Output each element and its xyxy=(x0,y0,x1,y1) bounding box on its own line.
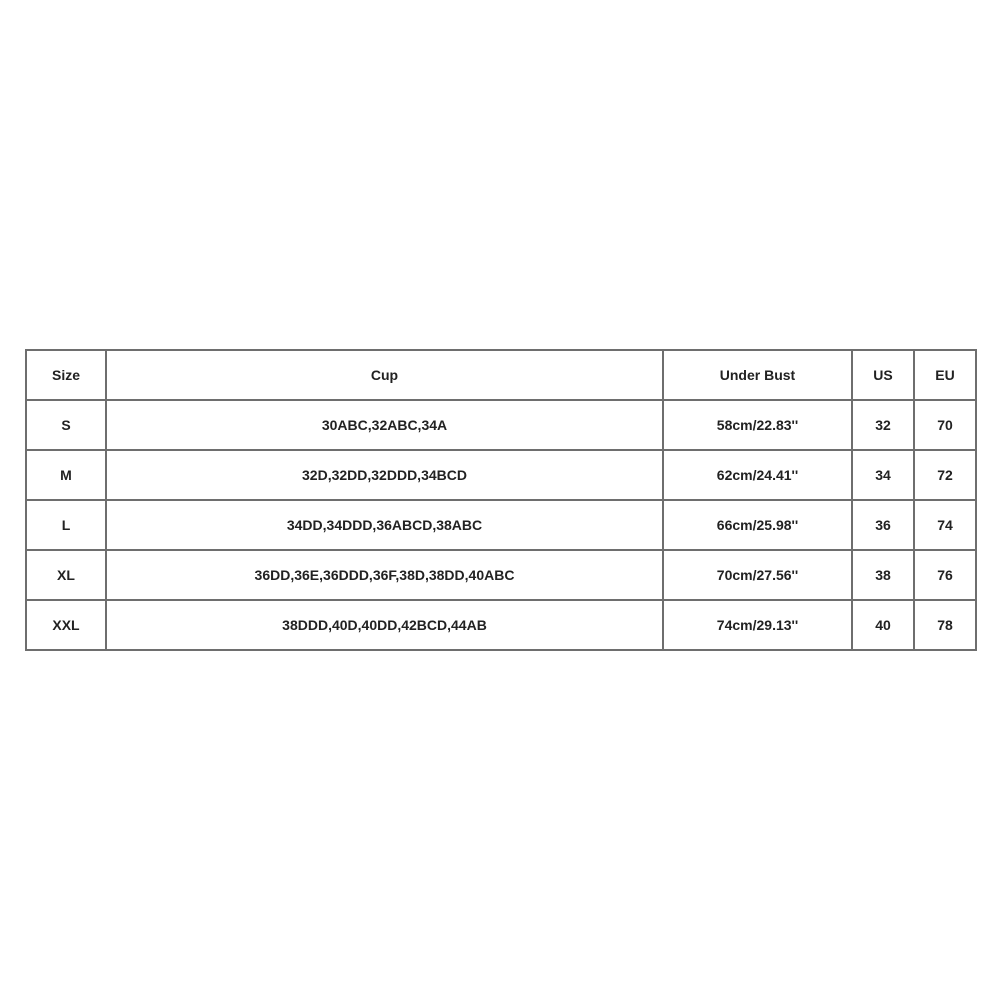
cell-cup: 36DD,36E,36DDD,36F,38D,38DD,40ABC xyxy=(106,550,663,600)
header-size: Size xyxy=(26,350,106,400)
header-under-bust: Under Bust xyxy=(663,350,852,400)
cell-size: S xyxy=(26,400,106,450)
cell-under-bust: 62cm/24.41'' xyxy=(663,450,852,500)
cell-eu: 70 xyxy=(914,400,976,450)
header-row xyxy=(26,350,976,400)
cell-size: L xyxy=(26,500,106,550)
cell-size: M xyxy=(26,450,106,500)
cell-us: 34 xyxy=(852,450,914,500)
header-us: US xyxy=(852,350,914,400)
cell-cup: 34DD,34DDD,36ABCD,38ABC xyxy=(106,500,663,550)
cell-under-bust: 66cm/25.98'' xyxy=(663,500,852,550)
cell-size: XXL xyxy=(26,600,106,650)
size-chart-table xyxy=(25,349,977,651)
table-row xyxy=(26,600,976,650)
header-eu: EU xyxy=(914,350,976,400)
cell-us: 36 xyxy=(852,500,914,550)
cell-under-bust: 70cm/27.56'' xyxy=(663,550,852,600)
table-row xyxy=(26,550,976,600)
cell-us: 32 xyxy=(852,400,914,450)
cell-eu: 76 xyxy=(914,550,976,600)
header-cup: Cup xyxy=(106,350,663,400)
cell-size: XL xyxy=(26,550,106,600)
cell-cup: 38DDD,40D,40DD,42BCD,44AB xyxy=(106,600,663,650)
cell-eu: 74 xyxy=(914,500,976,550)
cell-under-bust: 58cm/22.83'' xyxy=(663,400,852,450)
cell-eu: 72 xyxy=(914,450,976,500)
table-row xyxy=(26,450,976,500)
table-row xyxy=(26,400,976,450)
cell-eu: 78 xyxy=(914,600,976,650)
cell-cup: 30ABC,32ABC,34A xyxy=(106,400,663,450)
table-row xyxy=(26,500,976,550)
cell-cup: 32D,32DD,32DDD,34BCD xyxy=(106,450,663,500)
cell-us: 40 xyxy=(852,600,914,650)
cell-under-bust: 74cm/29.13'' xyxy=(663,600,852,650)
cell-us: 38 xyxy=(852,550,914,600)
